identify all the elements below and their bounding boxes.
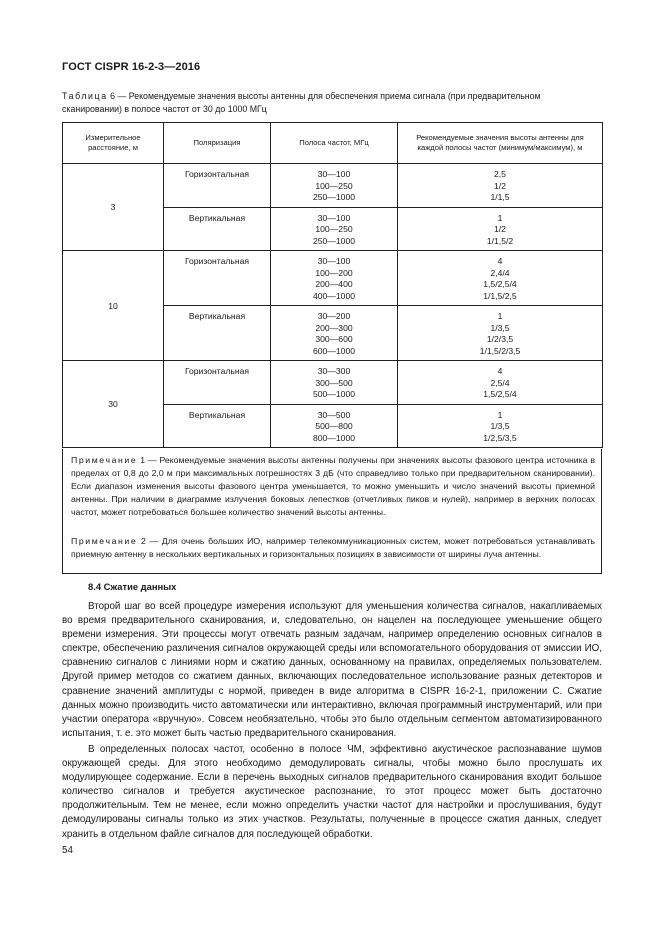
height-value: 1/3,5 [490,322,510,333]
distance-cell: 3 [63,164,164,251]
header-distance: Измерительное расстояние, м [63,123,164,164]
antenna-height-table [62,122,603,448]
band-value: 30—100 [317,169,351,179]
height-cell [398,207,603,251]
height-value: 2,5 [494,169,506,179]
table-header-row [63,123,603,164]
height-value: 1/2 [494,180,506,191]
band-value: 100—200 [315,267,353,278]
note-label: Примечание [71,536,138,546]
band-value: 300—600 [315,334,353,344]
height-value: 1/2/3,5 [486,334,514,344]
band-value: 200—300 [315,322,353,333]
distance-cell: 10 [63,251,164,361]
height-cell [398,404,603,448]
table-notes [62,449,602,574]
body-paragraph-1: Второй шаг во всей процедуре измерения используют для уменьшения количества сигналов, накапливаемых во время предварительного сканирования, и, следовательно, он нацелен на последующее уменьшение общего времени измерения. Эти процессы могут отвечать разным задачам, например определению основных сигналов в спектре, обеспечению различения сигналов окружающей среды или вспомогательного оборудования от эмиссии ИО, сравнению сигналов с линиями норм и сжатию данных, основанному на правилах, определяемых пользователем. Другой пример методов со сжатием данных, включающих последовательное использование разных детекторов и сравнение значений амплитуды с нормой, приведен в виде алгоритма в CISPR 16-2-1, приложении С. Сжатие данных можно производить чисто автоматически или интерактивно, включая программный инструментарий, или при участии оператора «вручную». Совсем необязательно, чтобы это было отдельным сегментом автоматизированного испытания, т. е. это может быть частью предварительного сканирования. [62,601,602,739]
height-value: 1/1,5/2/3,5 [479,345,521,356]
polarization-cell: Горизонтальная [164,361,271,405]
height-value: 1/2 [494,224,506,234]
band-value: 250—1000 [312,192,356,202]
band-value: 30—200 [317,311,351,321]
body-paragraph-2: В определенных полосах частот, особенно в полосе ЧМ, эффективно акустическое распознавание шумов окружающей среды. Для этого необходимо демодулировать сигналы, чтобы можно было прослушать их модулирующее содержание. Если в перечень выходных сигналов предварительного сканирования входит большое количество сигналов и требуется акустическое распознание, то этот процесс может быть достаточно продолжительным. Тем не менее, если можно определить участки частот для настройки и прослушивания, будут демодулированы сигналы только из этих участков. Результаты, полученные в процессе сжатия данных, следует хранить в отдельном файле сигналов для последующей обработки. [62,744,602,840]
height-value: 1,5/2,5/4 [483,389,517,399]
caption-text: 6 — Рекомендуемые значения высоты антенны для обеспечения приема сигнала (при предварительном сканировании) в полосе частот от 30 до 1000 МГц [62,91,541,114]
section-heading: 8.4 Сжатие данных [88,581,177,592]
distance-cell: 30 [63,361,164,448]
table-caption [62,90,602,115]
height-cell [398,361,603,405]
height-value: 1,5/2,5/4 [483,279,517,289]
band-cell [271,207,398,251]
band-value: 400—1000 [312,290,356,301]
band-cell [271,361,398,405]
height-cell [398,306,603,361]
height-value: 4 [497,366,503,376]
table-note-2 [71,535,595,561]
band-value: 600—1000 [312,345,356,356]
band-cell [271,251,398,306]
band-value: 30—100 [317,256,351,266]
polarization-cell: Горизонтальная [164,164,271,208]
height-cell [398,164,603,208]
band-value: 300—500 [315,377,353,388]
height-value: 1 [497,409,503,420]
height-cell [398,251,603,306]
polarization-cell: Вертикальная [164,207,271,251]
band-value: 100—250 [315,180,353,191]
header-band: Полоса частот, МГц [271,123,398,164]
band-value: 800—1000 [312,432,356,443]
band-value: 30—500 [317,409,351,420]
caption-label: Таблица [62,91,108,101]
height-value: 1/2,5/3,5 [483,432,517,443]
height-value: 1 [497,311,503,321]
table-row [63,251,603,306]
document-header: ГОСТ CISPR 16-2-3—2016 [62,61,201,73]
band-value: 30—300 [317,366,351,376]
band-cell [271,164,398,208]
table-note-1 [71,454,595,519]
height-value: 1/3,5 [490,421,510,431]
band-cell [271,404,398,448]
note-label: Примечание [71,455,138,465]
band-value: 250—1000 [312,235,356,246]
page-number: 54 [62,845,73,856]
header-heights: Рекомендуемые значения высоты антенны для каждой полосы частот (минимум/максимум), м [398,123,603,164]
note-text: 1 — Рекомендуемые значения высоты антенны получены при значениях высоты фазового центра источника в пределах от 0,8 до 2,0 м при максимальных погрешностях 3 дБ (что справедливо только при предварительном сканировании). Если диапазон изменения высоты фазового центра уменьшается, то можно уменьшить и число значений высоты приемной антенны. При наличии в диаграмме излучения боковых лепестков (отчетливых пиков и нулей), например в верхних полосах частот, может потребоваться большее количество значений высоты антенны. [71,455,595,517]
note-text: 2 — Для очень больших ИО, например телекоммуникационных систем, может потребоваться устанавливать приемную антенну в нескольких вертикальных и горизонтальных позициях в зависимости от ширины луча антенны. [71,536,595,559]
table-row [63,164,603,208]
height-value: 4 [497,256,503,266]
height-value: 1/1,5 [490,192,510,202]
band-value: 200—400 [315,279,353,289]
band-cell [271,306,398,361]
band-value: 500—1000 [312,389,356,399]
height-value: 1 [497,212,503,223]
band-value: 30—100 [317,212,351,223]
band-value: 500—800 [315,421,353,431]
header-polarization: Поляризация [164,123,271,164]
polarization-cell: Горизонтальная [164,251,271,306]
polarization-cell: Вертикальная [164,306,271,361]
height-value: 2,5/4 [490,377,510,388]
polarization-cell: Вертикальная [164,404,271,448]
table-row [63,361,603,405]
height-value: 2,4/4 [490,267,510,278]
height-value: 1/1,5/2,5 [483,290,517,301]
band-value: 100—250 [315,224,353,234]
height-value: 1/1,5/2 [486,235,514,246]
